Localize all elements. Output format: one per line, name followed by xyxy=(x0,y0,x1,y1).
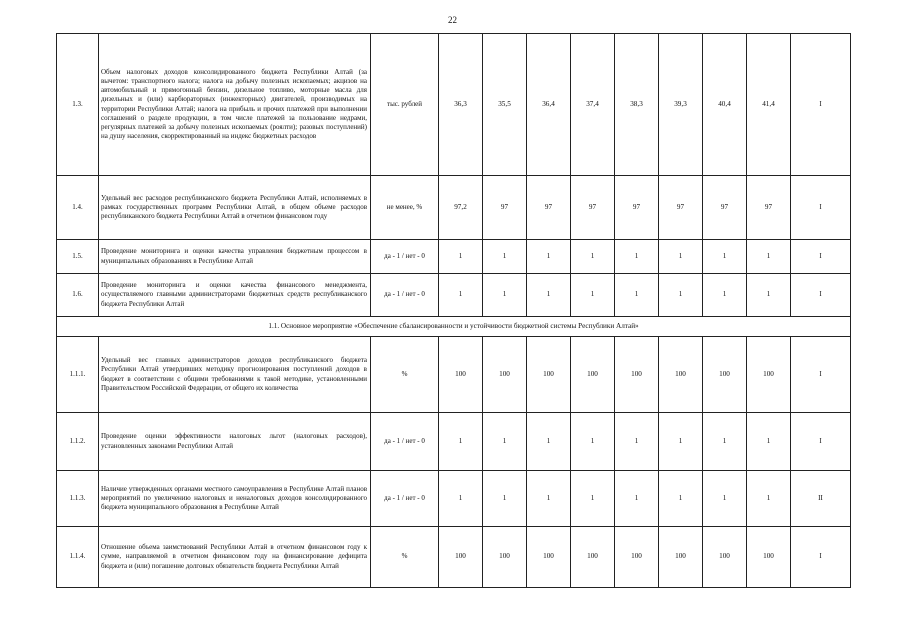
row-value: 100 xyxy=(527,337,571,413)
table-row xyxy=(57,337,851,413)
row-value: 100 xyxy=(483,337,527,413)
row-value: 100 xyxy=(747,527,791,588)
row-value: 38,3 xyxy=(615,34,659,176)
row-value: 100 xyxy=(571,337,615,413)
row-code: 1.6. xyxy=(57,274,99,317)
row-value: 100 xyxy=(703,337,747,413)
row-value: 1 xyxy=(747,413,791,471)
row-description: Удельный вес расходов республиканского бюджета Республики Алтай, исполняемых в рамках государственных программ Республики Алтай, в общем объеме расходов республиканского бюджета Республики Алтай в отчетном финансовом году xyxy=(99,176,371,240)
row-value: 39,3 xyxy=(659,34,703,176)
row-unit: не менее, % xyxy=(371,176,439,240)
row-value: 1 xyxy=(703,240,747,274)
row-value: 1 xyxy=(659,413,703,471)
row-unit: % xyxy=(371,337,439,413)
row-code: 1.1.3. xyxy=(57,471,99,527)
row-value: 1 xyxy=(703,413,747,471)
row-value: 100 xyxy=(615,527,659,588)
row-value: 1 xyxy=(703,274,747,317)
row-value: 1 xyxy=(703,471,747,527)
row-value: 100 xyxy=(527,527,571,588)
row-value: 40,4 xyxy=(703,34,747,176)
row-code: 1.1.4. xyxy=(57,527,99,588)
table-row xyxy=(57,527,851,588)
row-category: I xyxy=(791,274,851,317)
page-number: 22 xyxy=(448,15,457,25)
row-code: 1.5. xyxy=(57,240,99,274)
row-value: 1 xyxy=(483,240,527,274)
row-value: 1 xyxy=(571,471,615,527)
row-value: 97 xyxy=(747,176,791,240)
row-value: 100 xyxy=(483,527,527,588)
row-unit: тыс. рублей xyxy=(371,34,439,176)
row-value: 1 xyxy=(483,471,527,527)
row-value: 100 xyxy=(439,527,483,588)
row-description: Проведение мониторинга и оценки качества управления бюджетным процессом в муниципальных образованиях в Республике Алтай xyxy=(99,240,371,274)
section-title: 1.1. Основное мероприятие «Обеспечение сбалансированности и устойчивости бюджетной системы Республики Алтай» xyxy=(57,317,851,337)
row-value: 1 xyxy=(615,274,659,317)
row-code: 1.3. xyxy=(57,34,99,176)
row-value: 36,4 xyxy=(527,34,571,176)
row-value: 41,4 xyxy=(747,34,791,176)
row-value: 36,3 xyxy=(439,34,483,176)
row-value: 1 xyxy=(571,240,615,274)
row-value: 1 xyxy=(483,274,527,317)
row-value: 97 xyxy=(571,176,615,240)
row-value: 1 xyxy=(439,413,483,471)
table-row xyxy=(57,176,851,240)
row-value: 100 xyxy=(571,527,615,588)
row-value: 1 xyxy=(527,413,571,471)
row-value: 1 xyxy=(483,413,527,471)
row-value: 1 xyxy=(571,274,615,317)
row-value: 97 xyxy=(527,176,571,240)
row-unit: % xyxy=(371,527,439,588)
table-row xyxy=(57,274,851,317)
indicators-table xyxy=(56,33,851,588)
row-value: 1 xyxy=(439,274,483,317)
row-value: 35,5 xyxy=(483,34,527,176)
row-category: I xyxy=(791,176,851,240)
row-category: II xyxy=(791,471,851,527)
row-description: Проведение оценки эффективности налоговых льгот (налоговых расходов), установленных законами Республики Алтай xyxy=(99,413,371,471)
table-row xyxy=(57,471,851,527)
row-category: I xyxy=(791,527,851,588)
row-description: Удельный вес главных администраторов доходов республиканского бюджета Республики Алтай утвердивших методику прогнозирования поступлений доходов в бюджет в соответствии с общими требованиями к такой методике, установленными Правительством Российской Федерации, от общего их количества xyxy=(99,337,371,413)
row-unit: да - 1 / нет - 0 xyxy=(371,413,439,471)
row-value: 97 xyxy=(615,176,659,240)
row-value: 97 xyxy=(703,176,747,240)
row-value: 100 xyxy=(439,337,483,413)
row-category: I xyxy=(791,413,851,471)
row-description: Объем налоговых доходов консолидированного бюджета Республики Алтай (за вычетом: транспортного налога; налога на добычу полезных ископаемых; акцизов на автомобильный и прямогонный бензин, дизельное топливо, моторные масла для дизельных и (или) карбюраторных (инжекторных) двигателей, производимых на территории Республики Алтай; налога на прибыль и прочих платежей при выполнении соглашений о разделе продукции, в том числе платежей за пользование недрами, регулярных платежей за добычу полезных ископаемых (роялти); разовых поступлений) на душу населения, скорректированный на индекс бюджетных расходов xyxy=(99,34,371,176)
row-value: 1 xyxy=(747,471,791,527)
table-row xyxy=(57,34,851,176)
row-value: 1 xyxy=(659,471,703,527)
row-value: 100 xyxy=(659,337,703,413)
row-description: Отношение объема заимствований Республики Алтай в отчетном финансовом году к сумме, направляемой в отчетном финансовом году на финансирование дефицита бюджета и (или) погашение долговых обязательств бюджета Республики Алтай xyxy=(99,527,371,588)
row-value: 1 xyxy=(615,240,659,274)
row-unit: да - 1 / нет - 0 xyxy=(371,471,439,527)
row-value: 37,4 xyxy=(571,34,615,176)
row-value: 1 xyxy=(615,471,659,527)
row-description: Наличие утвержденных органами местного самоуправления в Республике Алтай планов мероприятий по увеличению налоговых и неналоговых доходов консолидированного бюджета муниципального образования в Республике Алтай xyxy=(99,471,371,527)
row-unit: да - 1 / нет - 0 xyxy=(371,274,439,317)
row-value: 1 xyxy=(747,240,791,274)
row-value: 97 xyxy=(659,176,703,240)
row-category: I xyxy=(791,337,851,413)
row-category: I xyxy=(791,34,851,176)
row-value: 97 xyxy=(483,176,527,240)
section-row xyxy=(57,317,851,337)
row-code: 1.1.1. xyxy=(57,337,99,413)
row-code: 1.1.2. xyxy=(57,413,99,471)
table-row xyxy=(57,240,851,274)
row-value: 97,2 xyxy=(439,176,483,240)
row-value: 1 xyxy=(527,274,571,317)
row-value: 100 xyxy=(659,527,703,588)
row-category: I xyxy=(791,240,851,274)
table-row xyxy=(57,413,851,471)
row-value: 1 xyxy=(439,240,483,274)
row-value: 1 xyxy=(439,471,483,527)
row-description: Проведение мониторинга и оценки качества финансового менеджмента, осуществляемого главными администраторами бюджетных средств республиканского бюджета Республики Алтай xyxy=(99,274,371,317)
row-value: 1 xyxy=(527,240,571,274)
row-value: 100 xyxy=(703,527,747,588)
row-value: 1 xyxy=(571,413,615,471)
row-value: 1 xyxy=(747,274,791,317)
row-unit: да - 1 / нет - 0 xyxy=(371,240,439,274)
row-value: 1 xyxy=(659,274,703,317)
row-value: 100 xyxy=(747,337,791,413)
row-value: 1 xyxy=(659,240,703,274)
row-code: 1.4. xyxy=(57,176,99,240)
row-value: 1 xyxy=(527,471,571,527)
row-value: 1 xyxy=(615,413,659,471)
row-value: 100 xyxy=(615,337,659,413)
